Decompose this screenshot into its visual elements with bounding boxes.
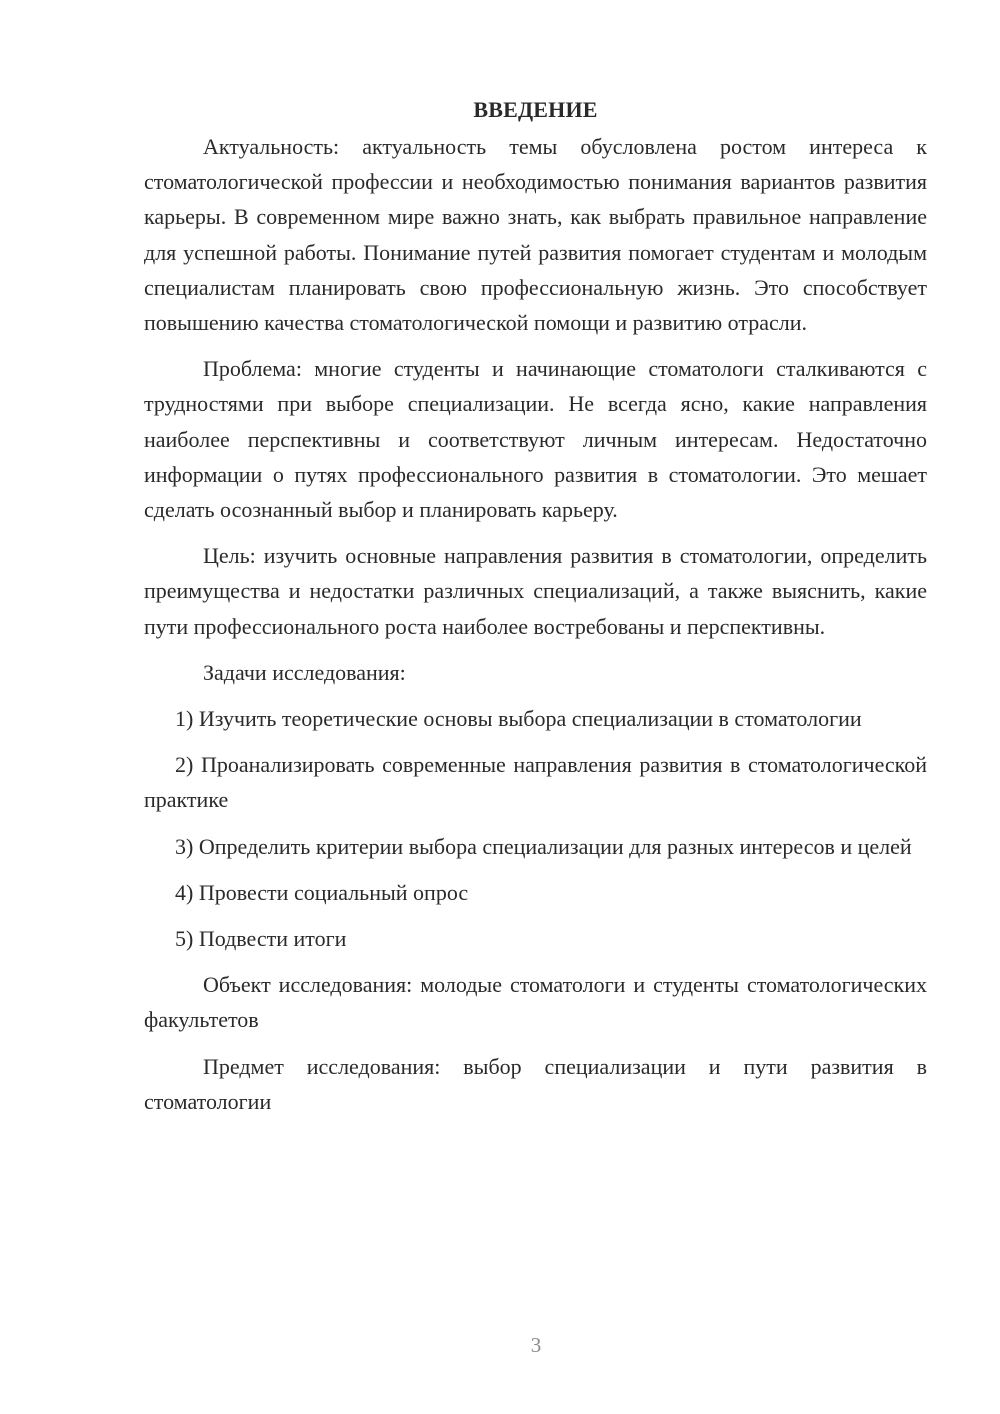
research-subject-paragraph: Предмет исследования: выбор специализации и пути развития в стоматологии (144, 1053, 927, 1114)
page-body (144, 92, 927, 1130)
research-object-paragraph: Объект исследования: молодые стоматологи и студенты стоматологических факультетов (144, 972, 927, 1033)
task-item-5: 5) Подвести итоги (175, 926, 347, 952)
tasks-heading: Задачи исследования: (203, 659, 406, 685)
problem-paragraph: Проблема: многие студенты и начинающие стоматологи сталкиваются с трудностями при выборе специализации. Не всегда ясно, какие направления наиболее перспективны и соответствуют личным интересам. Недостаточно информации о путях профессионального развития в стоматологии. Это мешает сделать осознанный выбор и планировать карьеру. (144, 356, 927, 523)
relevance-paragraph: Актуальность: актуальность темы обусловлена ростом интереса к стоматологической профессии и необходимостью понимания вариантов развития карьеры. В современном мире важно знать, как выбрать правильное направление для успешной работы. Понимание путей развития помогает студентам и молодым специалистам планировать свою профессиональную жизнь. Это способствует повышению качества стоматологической помощи и развитию отрасли. (144, 134, 927, 336)
task-item-3: 3) Определить критерии выбора специализации для разных интересов и целей (175, 833, 912, 859)
page-number: 3 (530, 1333, 542, 1357)
task-item-2: 2) Проанализировать современные направления развития в стоматологической практике (144, 752, 927, 813)
task-item-1: 1) Изучить теоретические основы выбора специализации в стоматологии (175, 706, 862, 732)
goal-paragraph: Цель: изучить основные направления развития в стоматологии, определить преимущества и недостатки различных специализаций, а также выяснить, какие пути профессионального роста наиболее востребованы и перспективны. (144, 543, 927, 639)
task-item-4: 4) Провести социальный опрос (175, 879, 469, 905)
section-heading: ВВЕДЕНИЕ (473, 97, 598, 122)
